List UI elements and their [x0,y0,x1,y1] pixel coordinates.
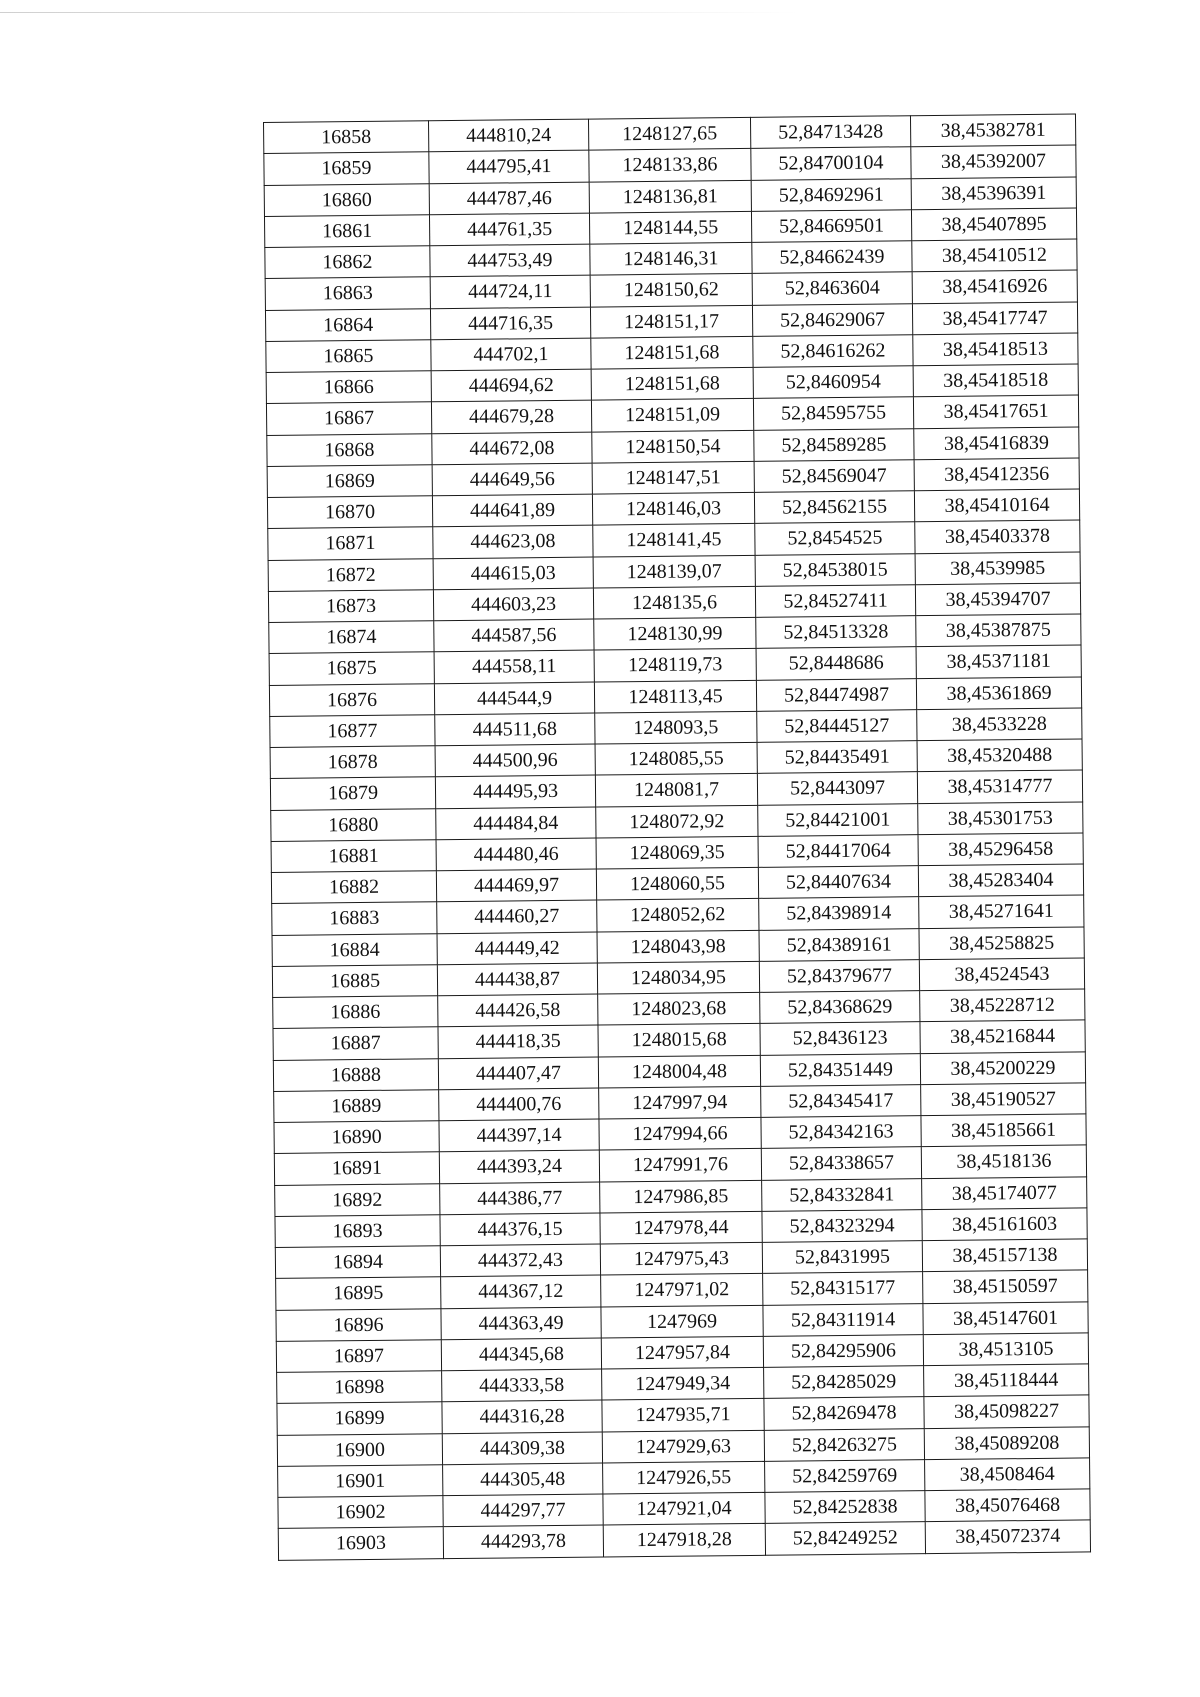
point-number-cell: 16864 [265,308,430,341]
x-coordinate-cell: 444679,28 [431,400,591,433]
point-number-cell: 16877 [270,714,435,747]
point-number-cell: 16862 [265,246,430,279]
y-coordinate-cell: 1248034,95 [597,961,759,994]
point-number-cell: 16871 [268,527,433,560]
point-number-cell: 16891 [274,1152,439,1185]
longitude-cell: 38,4539985 [915,551,1080,584]
longitude-cell: 38,45416839 [914,426,1079,459]
longitude-cell: 38,45216844 [920,1020,1085,1053]
latitude-cell: 52,84407634 [758,866,918,899]
latitude-cell: 52,84269478 [764,1397,924,1430]
latitude-cell: 52,84285029 [764,1366,924,1399]
x-coordinate-cell: 444293,78 [443,1525,603,1558]
longitude-cell: 38,45161603 [922,1208,1087,1241]
x-coordinate-cell: 444426,58 [438,994,598,1027]
latitude-cell: 52,84323294 [762,1209,922,1242]
point-number-cell: 16885 [272,964,437,997]
x-coordinate-cell: 444495,93 [435,775,595,808]
x-coordinate-cell: 444363,49 [441,1307,601,1340]
y-coordinate-cell: 1247971,02 [601,1274,763,1307]
point-number-cell: 16870 [267,496,432,529]
longitude-cell: 38,45150597 [923,1270,1088,1303]
document-page [263,113,1090,1560]
point-number-cell: 16859 [264,152,429,185]
longitude-cell: 38,4524543 [919,958,1084,991]
latitude-cell: 52,84421001 [758,803,918,836]
point-number-cell: 16892 [275,1183,440,1216]
longitude-cell: 38,45371181 [916,645,1081,678]
latitude-cell: 52,84417064 [758,834,918,867]
latitude-cell: 52,8454525 [755,522,915,555]
point-number-cell: 16875 [269,652,434,685]
latitude-cell: 52,84311914 [763,1303,923,1336]
latitude-cell: 52,84569047 [754,459,914,492]
latitude-cell: 52,84513328 [756,616,916,649]
longitude-cell: 38,45258825 [919,926,1084,959]
x-coordinate-cell: 444484,84 [436,807,596,840]
y-coordinate-cell: 1247997,94 [599,1086,761,1119]
longitude-cell: 38,45271641 [919,895,1084,928]
latitude-cell: 52,84527411 [755,584,915,617]
y-coordinate-cell: 1247949,34 [602,1367,764,1400]
coordinates-table [263,113,1091,1560]
point-number-cell: 16858 [264,121,429,154]
y-coordinate-cell: 1248144,55 [589,211,751,244]
y-coordinate-cell: 1248015,68 [598,1024,760,1057]
y-coordinate-cell: 1247935,71 [602,1399,764,1432]
point-number-cell: 16865 [266,340,431,373]
y-coordinate-cell: 1248081,7 [595,774,757,807]
longitude-cell: 38,45190527 [921,1083,1086,1116]
latitude-cell: 52,84368629 [760,991,920,1024]
longitude-cell: 38,4533228 [917,708,1082,741]
y-coordinate-cell: 1248139,07 [593,555,755,588]
longitude-cell: 38,45418518 [913,364,1078,397]
x-coordinate-cell: 444672,08 [432,432,592,465]
y-coordinate-cell: 1247929,63 [602,1430,764,1463]
point-number-cell: 16863 [265,277,430,310]
longitude-cell: 38,45410164 [914,489,1079,522]
point-number-cell: 16886 [273,996,438,1029]
x-coordinate-cell: 444716,35 [430,307,590,340]
y-coordinate-cell: 1248133,86 [589,149,751,182]
point-number-cell: 16861 [264,215,429,248]
x-coordinate-cell: 444407,47 [438,1057,598,1090]
x-coordinate-cell: 444386,77 [440,1182,600,1215]
longitude-cell: 38,45076468 [925,1489,1090,1522]
longitude-cell: 38,45147601 [923,1301,1088,1334]
latitude-cell: 52,84692961 [751,178,911,211]
y-coordinate-cell: 1248052,62 [597,899,759,932]
y-coordinate-cell: 1248093,5 [595,711,757,744]
longitude-cell: 38,45392007 [911,145,1076,178]
y-coordinate-cell: 1248060,55 [596,867,758,900]
longitude-cell: 38,45098227 [924,1395,1089,1428]
latitude-cell: 52,84389161 [759,928,919,961]
longitude-cell: 38,45320488 [917,739,1082,772]
coordinates-table-body [264,114,1091,1560]
latitude-cell: 52,84379677 [759,959,919,992]
y-coordinate-cell: 1248023,68 [598,992,760,1025]
y-coordinate-cell: 1247994,66 [599,1117,761,1150]
x-coordinate-cell: 444641,89 [432,494,592,527]
y-coordinate-cell: 1248119,73 [594,649,756,682]
point-number-cell: 16878 [270,746,435,779]
latitude-cell: 52,8436123 [760,1022,920,1055]
latitude-cell: 52,84249252 [765,1522,925,1555]
longitude-cell: 38,45407895 [911,208,1076,241]
x-coordinate-cell: 444603,23 [433,588,593,621]
longitude-cell: 38,4508464 [925,1458,1090,1491]
y-coordinate-cell: 1248072,92 [596,805,758,838]
longitude-cell: 38,45361869 [916,676,1081,709]
x-coordinate-cell: 444345,68 [441,1338,601,1371]
latitude-cell: 52,84351449 [760,1053,920,1086]
longitude-cell: 38,45382781 [910,114,1075,147]
x-coordinate-cell: 444400,76 [439,1088,599,1121]
latitude-cell: 52,8431995 [762,1241,922,1274]
latitude-cell: 52,84332841 [762,1178,922,1211]
x-coordinate-cell: 444810,24 [428,119,588,152]
x-coordinate-cell: 444587,56 [434,619,594,652]
latitude-cell: 52,84669501 [751,209,911,242]
x-coordinate-cell: 444297,77 [443,1494,603,1527]
y-coordinate-cell: 1248113,45 [594,680,756,713]
point-number-cell: 16893 [275,1214,440,1247]
point-number-cell: 16866 [266,371,431,404]
longitude-cell: 38,45072374 [925,1520,1090,1553]
y-coordinate-cell: 1248146,31 [590,242,752,275]
y-coordinate-cell: 1248043,98 [597,930,759,963]
latitude-cell: 52,8448686 [756,647,916,680]
point-number-cell: 16876 [269,683,434,716]
x-coordinate-cell: 444500,96 [435,744,595,777]
x-coordinate-cell: 444694,62 [431,369,591,402]
y-coordinate-cell: 1248150,54 [592,430,754,463]
point-number-cell: 16860 [264,183,429,216]
latitude-cell: 52,84295906 [763,1334,923,1367]
x-coordinate-cell: 444397,14 [439,1119,599,1152]
y-coordinate-cell: 1247991,76 [599,1149,761,1182]
y-coordinate-cell: 1248127,65 [588,117,750,150]
y-coordinate-cell: 1248136,81 [589,180,751,213]
y-coordinate-cell: 1248146,03 [592,492,754,525]
x-coordinate-cell: 444724,11 [430,275,590,308]
x-coordinate-cell: 444558,11 [434,650,594,683]
point-number-cell: 16869 [267,464,432,497]
latitude-cell: 52,84595755 [753,397,913,430]
y-coordinate-cell: 1248004,48 [598,1055,760,1088]
longitude-cell: 38,45118444 [924,1364,1089,1397]
latitude-cell: 52,84629067 [752,303,912,336]
x-coordinate-cell: 444702,1 [431,338,591,371]
latitude-cell: 52,84662439 [752,241,912,274]
point-number-cell: 16899 [277,1402,442,1435]
point-number-cell: 16881 [271,839,436,872]
x-coordinate-cell: 444469,97 [436,869,596,902]
x-coordinate-cell: 444309,38 [442,1432,602,1465]
longitude-cell: 38,45296458 [918,833,1083,866]
y-coordinate-cell: 1248069,35 [596,836,758,869]
longitude-cell: 38,45228712 [920,989,1085,1022]
y-coordinate-cell: 1248147,51 [592,461,754,494]
y-coordinate-cell: 1247975,43 [600,1242,762,1275]
latitude-cell: 52,84342163 [761,1116,921,1149]
point-number-cell: 16890 [274,1121,439,1154]
latitude-cell: 52,84445127 [757,709,917,742]
longitude-cell: 38,45174077 [922,1176,1087,1209]
longitude-cell: 38,4513105 [923,1333,1088,1366]
x-coordinate-cell: 444372,43 [440,1244,600,1277]
point-number-cell: 16872 [268,558,433,591]
x-coordinate-cell: 444393,24 [439,1150,599,1183]
longitude-cell: 38,45157138 [922,1239,1087,1272]
point-number-cell: 16883 [272,902,437,935]
x-coordinate-cell: 444305,48 [443,1463,603,1496]
point-number-cell: 16896 [276,1308,441,1341]
x-coordinate-cell: 444753,49 [430,244,590,277]
x-coordinate-cell: 444438,87 [437,963,597,996]
latitude-cell: 52,84589285 [754,428,914,461]
y-coordinate-cell: 1247978,44 [600,1211,762,1244]
longitude-cell: 38,45394707 [915,583,1080,616]
point-number-cell: 16887 [273,1027,438,1060]
point-number-cell: 16900 [277,1433,442,1466]
longitude-cell: 38,45314777 [917,770,1082,803]
y-coordinate-cell: 1248085,55 [595,742,757,775]
y-coordinate-cell: 1247921,04 [603,1492,765,1525]
latitude-cell: 52,8460954 [753,366,913,399]
y-coordinate-cell: 1247957,84 [601,1336,763,1369]
longitude-cell: 38,45387875 [916,614,1081,647]
latitude-cell: 52,84259769 [765,1459,925,1492]
latitude-cell: 52,84616262 [753,334,913,367]
x-coordinate-cell: 444449,42 [437,932,597,965]
x-coordinate-cell: 444649,56 [432,463,592,496]
longitude-cell: 38,45418513 [913,333,1078,366]
point-number-cell: 16894 [275,1246,440,1279]
x-coordinate-cell: 444376,15 [440,1213,600,1246]
x-coordinate-cell: 444544,9 [434,682,594,715]
x-coordinate-cell: 444795,41 [429,150,589,183]
longitude-cell: 38,4518136 [921,1145,1086,1178]
point-number-cell: 16879 [270,777,435,810]
point-number-cell: 16903 [278,1527,443,1560]
scan-artifact-line [0,12,800,13]
latitude-cell: 52,84435491 [757,741,917,774]
longitude-cell: 38,45185661 [921,1114,1086,1147]
latitude-cell: 52,84713428 [750,116,910,149]
point-number-cell: 16880 [271,808,436,841]
latitude-cell: 52,84538015 [755,553,915,586]
x-coordinate-cell: 444511,68 [435,713,595,746]
latitude-cell: 52,84398914 [759,897,919,930]
longitude-cell: 38,45200229 [920,1051,1085,1084]
latitude-cell: 52,84345417 [761,1084,921,1117]
longitude-cell: 38,45301753 [918,801,1083,834]
y-coordinate-cell: 1248151,09 [591,399,753,432]
x-coordinate-cell: 444367,12 [441,1275,601,1308]
y-coordinate-cell: 1247918,28 [603,1524,765,1557]
x-coordinate-cell: 444787,46 [429,182,589,215]
y-coordinate-cell: 1248130,99 [594,617,756,650]
longitude-cell: 38,45089208 [924,1426,1089,1459]
point-number-cell: 16874 [269,621,434,654]
latitude-cell: 52,84562155 [754,491,914,524]
longitude-cell: 38,45410512 [912,239,1077,272]
longitude-cell: 38,45417747 [912,301,1077,334]
longitude-cell: 38,45403378 [915,520,1080,553]
latitude-cell: 52,84700104 [751,147,911,180]
y-coordinate-cell: 1248151,17 [590,305,752,338]
x-coordinate-cell: 444615,03 [433,557,593,590]
x-coordinate-cell: 444480,46 [436,838,596,871]
y-coordinate-cell: 1247926,55 [603,1461,765,1494]
longitude-cell: 38,45417651 [913,395,1078,428]
y-coordinate-cell: 1248135,6 [593,586,755,619]
point-number-cell: 16873 [268,589,433,622]
longitude-cell: 38,45283404 [918,864,1083,897]
longitude-cell: 38,45412356 [914,458,1079,491]
x-coordinate-cell: 444623,08 [433,525,593,558]
x-coordinate-cell: 444460,27 [437,900,597,933]
latitude-cell: 52,84315177 [763,1272,923,1305]
x-coordinate-cell: 444333,58 [442,1369,602,1402]
point-number-cell: 16895 [276,1277,441,1310]
y-coordinate-cell: 1247986,85 [600,1180,762,1213]
x-coordinate-cell: 444761,35 [429,213,589,246]
longitude-cell: 38,45396391 [911,176,1076,209]
point-number-cell: 16884 [272,933,437,966]
point-number-cell: 16898 [277,1371,442,1404]
y-coordinate-cell: 1248150,62 [590,274,752,307]
latitude-cell: 52,84263275 [764,1428,924,1461]
latitude-cell: 52,84474987 [756,678,916,711]
y-coordinate-cell: 1248151,68 [591,336,753,369]
y-coordinate-cell: 1247969 [601,1305,763,1338]
point-number-cell: 16897 [276,1339,441,1372]
y-coordinate-cell: 1248141,45 [593,524,755,557]
y-coordinate-cell: 1248151,68 [591,367,753,400]
point-number-cell: 16901 [278,1464,443,1497]
longitude-cell: 38,45416926 [912,270,1077,303]
point-number-cell: 16868 [267,433,432,466]
latitude-cell: 52,8443097 [757,772,917,805]
point-number-cell: 16882 [271,871,436,904]
point-number-cell: 16902 [278,1496,443,1529]
latitude-cell: 52,84252838 [765,1491,925,1524]
latitude-cell: 52,8463604 [752,272,912,305]
x-coordinate-cell: 444316,28 [442,1400,602,1433]
point-number-cell: 16867 [266,402,431,435]
point-number-cell: 16889 [274,1089,439,1122]
latitude-cell: 52,84338657 [761,1147,921,1180]
x-coordinate-cell: 444418,35 [438,1025,598,1058]
point-number-cell: 16888 [273,1058,438,1091]
